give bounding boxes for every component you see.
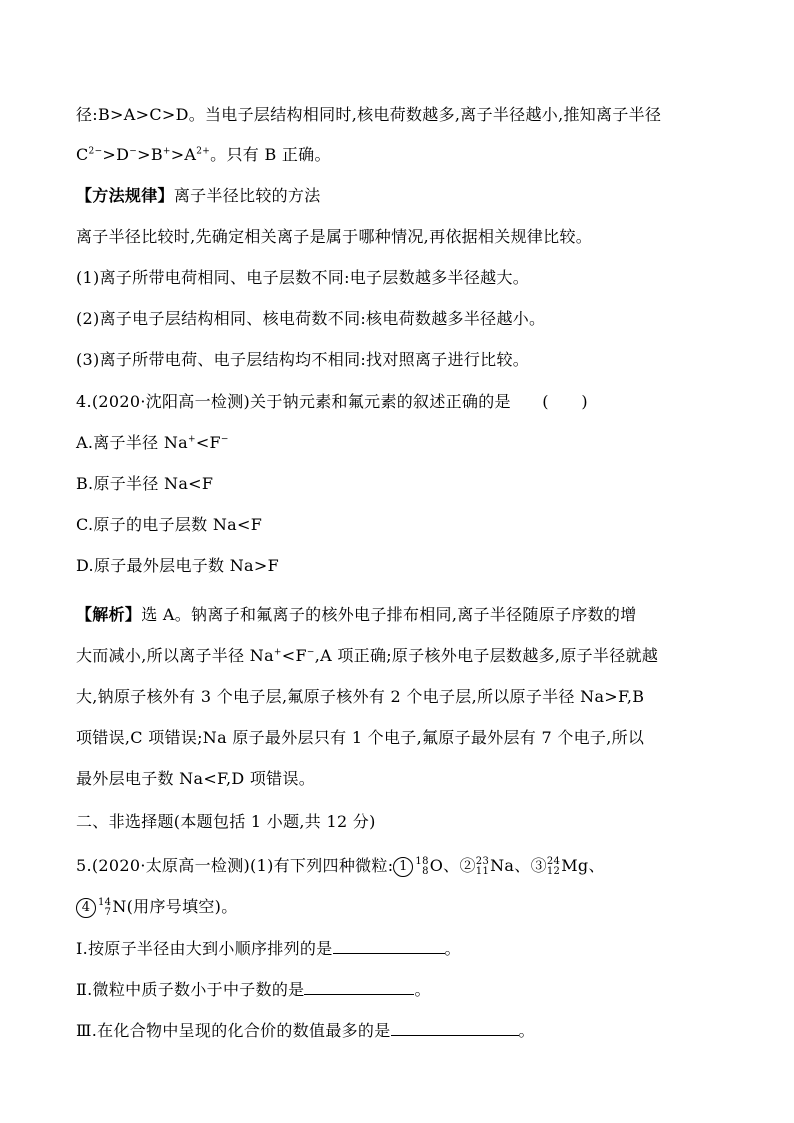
circled-number: 1 (393, 857, 413, 877)
charge: + (273, 647, 282, 658)
text: Ⅲ.在化合物中呈现的化合价的数值最多的是 (76, 1021, 391, 1040)
text: 。只有 B 正确。 (210, 145, 331, 164)
question-text: 5.(2020·太原高一检测)(1)有下列四种微粒: (76, 856, 394, 875)
text: C.原子的电子层数 Na<F (76, 515, 263, 534)
method-intro (76, 226, 726, 250)
atomic-number: 12 (546, 865, 561, 877)
text: >D (102, 145, 130, 164)
question-text: 4.(2020·沈阳高一检测)关于钠元素和氟元素的叙述正确的是 (76, 392, 511, 411)
answer-line-4 (76, 727, 726, 751)
atomic-number: 7 (104, 906, 112, 918)
text: (1)离子所带电荷相同、电子层数不同:电子层数越多半径越大。 (76, 268, 530, 287)
element-symbol: Mg (561, 856, 589, 875)
charge: 2− (88, 146, 103, 157)
method-tag: 【方法规律】 (76, 186, 174, 205)
atomic-number: 11 (475, 865, 490, 877)
text: >A (170, 145, 197, 164)
question-5 (76, 855, 726, 879)
circled-number: ② (459, 856, 476, 875)
text: (2)离子电子层结构相同、核电荷数不同:核电荷数越多半径越小。 (76, 309, 546, 328)
text: >B (137, 145, 163, 164)
method-rule-2 (76, 308, 726, 332)
isotope-numbers (547, 857, 560, 877)
sub-question-1 (76, 937, 726, 961)
charge: + (162, 146, 171, 157)
text: 、 (588, 856, 605, 875)
element-symbol: Na (490, 856, 515, 875)
method-title: 离子半径比较的方法 (173, 186, 321, 205)
text: 大,钠原子核外有 3 个电子层,氟原子核外有 2 个电子层,所以原子半径 Na>F,B (76, 687, 645, 706)
text: 大而减小,所以离子半径 Na (76, 646, 274, 665)
method-rule-1 (76, 267, 726, 291)
charge: 2+ (196, 146, 211, 157)
text: A.离子半径 Na (76, 433, 188, 452)
text: ,A 项正确;原子核外电子层数越多,原子半径就越 (314, 646, 659, 665)
sub-question-3 (76, 1019, 726, 1043)
answer-paren: ( ) (542, 392, 588, 411)
text: 。 (518, 1021, 535, 1040)
question-4 (76, 391, 726, 415)
sub-question-2 (76, 978, 726, 1002)
charge: + (187, 434, 196, 445)
analysis-line-2 (76, 144, 726, 168)
mass-number: 14 (98, 896, 112, 908)
analysis-line-1 (76, 104, 726, 128)
answer-blank[interactable] (391, 1019, 519, 1036)
mass-number: 23 (475, 855, 490, 867)
text: 。 (444, 939, 461, 958)
text: D.原子最外层电子数 Na>F (76, 556, 279, 575)
option-d (76, 555, 726, 579)
answer-blank[interactable] (333, 937, 445, 954)
section-2-heading (76, 811, 726, 835)
text: 。 (414, 980, 431, 999)
answer-blank[interactable] (304, 978, 414, 995)
answer-line-1 (76, 604, 726, 628)
text: (用序号填空)。 (126, 897, 238, 916)
text: (3)离子所带电荷、电子层结构均不相同:找对照离子进行比较。 (76, 350, 530, 369)
text: 项错误,C 项错误;Na 原子最外层只有 1 个电子,氟原子最外层有 7 个电子,所以 (76, 728, 645, 747)
charge: − (306, 647, 315, 658)
text: <F (281, 646, 307, 665)
text: <F (195, 433, 221, 452)
answer-line-2 (76, 645, 726, 669)
answer-tag: 【解析】 (76, 605, 142, 624)
text: 径:B>A>C>D。当电子层结构相同时,核电荷数越多,离子半径越小,推知离子半径 (76, 105, 662, 124)
isotope-numbers (415, 857, 428, 877)
method-heading (76, 185, 726, 209)
circled-number: 4 (76, 898, 96, 918)
mass-number: 18 (415, 855, 429, 867)
element-symbol: N (112, 897, 127, 916)
text: 二、非选择题(本题包括 1 小题,共 12 分) (76, 812, 376, 831)
charge: − (220, 434, 229, 445)
mass-number: 24 (546, 855, 561, 867)
text: 离子半径比较时,先确定相关离子是属于哪种情况,再依据相关规律比较。 (76, 227, 593, 246)
text: 最外层电子数 Na<F,D 项错误。 (76, 769, 316, 788)
text: C (76, 145, 89, 164)
isotope-numbers (476, 857, 489, 877)
text: 、 (514, 856, 531, 875)
text: 、 (443, 856, 460, 875)
text: B.原子半径 Na<F (76, 474, 214, 493)
atomic-number: 8 (422, 865, 429, 877)
answer-line-5 (76, 768, 726, 792)
circled-number: ③ (530, 856, 547, 875)
isotope-numbers (98, 898, 111, 918)
option-a (76, 432, 726, 456)
charge: − (129, 146, 138, 157)
option-b (76, 473, 726, 497)
method-rule-3 (76, 349, 726, 373)
text: 选 A。钠离子和氟离子的核外电子排布相同,离子半径随原子序数的增 (141, 605, 637, 624)
text: Ⅱ.微粒中质子数小于中子数的是 (76, 980, 305, 999)
text: Ⅰ.按原子半径由大到小顺序排列的是 (76, 939, 333, 958)
element-symbol: O (429, 856, 444, 875)
option-c (76, 514, 726, 538)
question-5-cont (76, 896, 726, 920)
answer-line-3 (76, 686, 726, 710)
